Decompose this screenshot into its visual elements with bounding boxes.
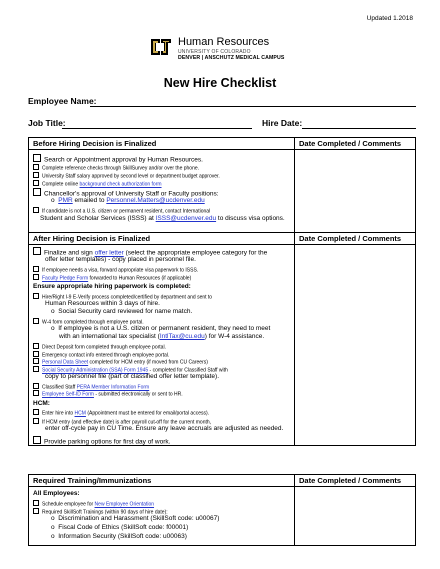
job-title-label: Job Title: xyxy=(28,118,66,128)
list-item: Required SkillSoft Trainings (within 90 days of hire date): xyxy=(33,508,168,516)
checkbox-icon[interactable] xyxy=(33,351,39,357)
checkbox-icon[interactable] xyxy=(33,390,39,396)
campus-name: DENVER | ANSCHUTZ MEDICAL CAMPUS xyxy=(178,55,285,61)
faculty-pledge-link[interactable]: Faculty Pledge Form xyxy=(42,275,89,282)
list-item: If HCM entry (and effective date) is after payroll cut-off for the current month, xyxy=(33,418,211,426)
list-item: offer letter templates) - copy placed in personnel file. xyxy=(45,256,196,263)
checkbox-icon[interactable] xyxy=(33,180,39,186)
list-item: Schedule employee for New Employee Orientation xyxy=(33,500,154,508)
checkbox-icon[interactable] xyxy=(33,293,39,299)
comments-cell[interactable] xyxy=(295,150,416,241)
checkbox-icon[interactable] xyxy=(33,318,39,324)
list-item: Search or Appointment approval by Human Resources. xyxy=(33,154,203,164)
bullet-icon: o xyxy=(51,325,59,332)
bullet-icon: o xyxy=(51,533,59,540)
list-item: o Information Security (SkillSoft code: u00063) xyxy=(51,533,187,540)
list-item: If employee needs a visa, forward appropriate visa paperwork to ISSS. xyxy=(33,266,198,274)
employee-name-field[interactable] xyxy=(90,106,416,107)
checkbox-icon[interactable] xyxy=(33,436,41,444)
list-item: University Staff salary approved by second level or department budget approver. xyxy=(33,172,220,180)
list-item: Classified Staff PERA Member Information Form xyxy=(33,383,149,391)
job-title-field[interactable] xyxy=(62,128,252,129)
list-item: All Employees: xyxy=(33,490,80,497)
updated-date: Updated 1.2018 xyxy=(366,15,413,22)
comments-cell[interactable] xyxy=(295,245,416,446)
comments-heading: Date Completed / Comments xyxy=(295,475,416,487)
checkbox-icon[interactable] xyxy=(33,508,39,514)
isss-email-link[interactable]: ISSS@ucdenver.edu xyxy=(155,215,217,222)
list-item: o PMR emailed to Personnel.Matters@ucdenver.edu xyxy=(51,197,205,204)
checkbox-icon[interactable] xyxy=(33,500,39,506)
list-item: Employee Self-ID Form - submitted electronically or sent to HR. xyxy=(33,390,183,398)
list-item: Student and Scholar Services (ISSS) at ISSS@ucdenver.edu to discuss visa options. xyxy=(40,215,285,222)
training-table xyxy=(28,474,416,546)
list-item: o Fiscal Code of Ethics (SkillSoft code: f00001) xyxy=(51,524,189,531)
list-item: Ensure appropriate hiring paperwork is completed: xyxy=(33,283,191,290)
list-item: o If employee is not a U.S. citizen or permanent resident, they need to meet xyxy=(51,325,271,332)
list-item: enter off-cycle pay in CU Time. Ensure any leave accruals are adjusted as needed. xyxy=(45,425,284,432)
bullet-icon: o xyxy=(51,308,59,315)
checkbox-icon[interactable] xyxy=(33,188,41,196)
self-id-form-link[interactable]: Employee Self-ID Form xyxy=(42,391,94,398)
checklist-cell xyxy=(29,245,295,446)
list-item: copy to personnel file (part of classified offer letter template). xyxy=(45,373,220,380)
bullet-icon: o xyxy=(51,197,59,204)
checkbox-icon[interactable] xyxy=(33,383,39,389)
list-item: Personal Data Sheet completed for HCM entry (if moved from CU Careers) xyxy=(33,358,208,366)
list-item: Complete reference checks through SkillSurvey and/or over the phone. xyxy=(33,164,199,172)
checkbox-icon[interactable] xyxy=(33,207,39,213)
hire-date-field[interactable] xyxy=(302,128,416,129)
checklist-cell xyxy=(29,150,295,241)
page-title: New Hire Checklist xyxy=(163,76,277,90)
list-item: HCM: xyxy=(33,400,50,407)
comments-cell[interactable] xyxy=(295,487,416,546)
list-item: Provide parking options for first day of work. xyxy=(33,436,170,446)
checklist-cell xyxy=(29,487,295,546)
checkbox-icon[interactable] xyxy=(33,266,39,272)
checkbox-icon[interactable] xyxy=(33,358,39,364)
list-item: If candidate is not a U.S. citizen or permanent resident, contact International xyxy=(33,207,210,216)
list-item: Social Security Administration (SSA) Form 1945 - completed for Classified Staff with xyxy=(33,366,228,374)
list-item: Faculty Pledge Form forwarded to Human Resources (if applicable) xyxy=(33,274,191,282)
section-heading: Before Hiring Decision is Finalized xyxy=(29,138,295,150)
list-item: Enter hire into HCM (Appointment must be entered for email/portal access). xyxy=(33,409,209,417)
pera-form-link[interactable]: PERA Member Information Form xyxy=(76,384,150,391)
checkbox-icon[interactable] xyxy=(33,274,39,280)
cu-logo-icon xyxy=(150,37,172,57)
personal-data-sheet-link[interactable]: Personal Data Sheet xyxy=(42,359,89,366)
university-name: UNIVERSITY OF COLORADO xyxy=(178,49,251,55)
offer-letter-link[interactable]: offer letter xyxy=(94,249,124,257)
checkbox-icon[interactable] xyxy=(33,343,39,349)
comments-heading: Date Completed / Comments xyxy=(295,138,416,150)
checkbox-icon[interactable] xyxy=(33,172,39,178)
checkbox-icon[interactable] xyxy=(33,164,39,170)
ssa-form-link[interactable]: Social Security Administration (SSA) Form 1945 xyxy=(42,367,149,374)
section-heading: After Hiring Decision is Finalized xyxy=(29,233,295,245)
list-item: Chancellor's approval of University Staff or Faculty positions: xyxy=(33,188,219,198)
list-item: Complete online background check authorization form xyxy=(33,180,162,188)
list-item: Human Resources within 3 days of hire. xyxy=(45,300,160,307)
employee-name-label: Employee Name: xyxy=(28,96,97,106)
list-item: Hire/Right I-9 E-Verify process completed/certified by department and sent to xyxy=(33,293,212,301)
list-item: o Discrimination and Harassment (SkillSoft code: u00067) xyxy=(51,515,220,522)
pmr-link[interactable]: PMR xyxy=(58,197,73,204)
after-hiring-table xyxy=(28,232,416,446)
orientation-link[interactable]: New Employee Orientation xyxy=(94,501,155,508)
org-name: Human Resources xyxy=(178,36,270,48)
section-heading: Required Training/Immunizations xyxy=(29,475,295,487)
before-hiring-table xyxy=(28,137,416,241)
list-item: Emergency contact info entered through employee portal. xyxy=(33,351,169,359)
list-item: W-4 form completed through employee portal. xyxy=(33,318,144,326)
intltax-email-link[interactable]: IntlTax@cu.edu xyxy=(159,333,205,340)
bullet-icon: o xyxy=(51,515,59,522)
list-item: Direct Deposit form completed through employee portal. xyxy=(33,343,166,351)
list-item: Finalize and sign offer letter (select the appropriate employee category for the xyxy=(33,247,267,257)
bullet-icon: o xyxy=(51,524,59,531)
hire-date-label: Hire Date: xyxy=(262,118,303,128)
personnel-matters-email-link[interactable]: Personnel.Matters@ucdenver.edu xyxy=(106,197,205,204)
org-branding xyxy=(178,36,284,61)
hcm-link[interactable]: HCM xyxy=(74,410,86,417)
background-check-link[interactable]: background check authorization form xyxy=(79,181,162,188)
checkbox-icon[interactable] xyxy=(33,247,41,255)
checkbox-icon[interactable] xyxy=(33,418,39,424)
list-item: with an international tax specialist (IntlTax@cu.edu) for W-4 assistance. xyxy=(59,333,265,340)
checkbox-icon[interactable] xyxy=(33,409,39,415)
checkbox-icon[interactable] xyxy=(33,154,41,162)
comments-heading: Date Completed / Comments xyxy=(295,233,416,245)
checkbox-icon[interactable] xyxy=(33,366,39,372)
list-item: o Social Security card reviewed for name match. xyxy=(51,308,193,315)
